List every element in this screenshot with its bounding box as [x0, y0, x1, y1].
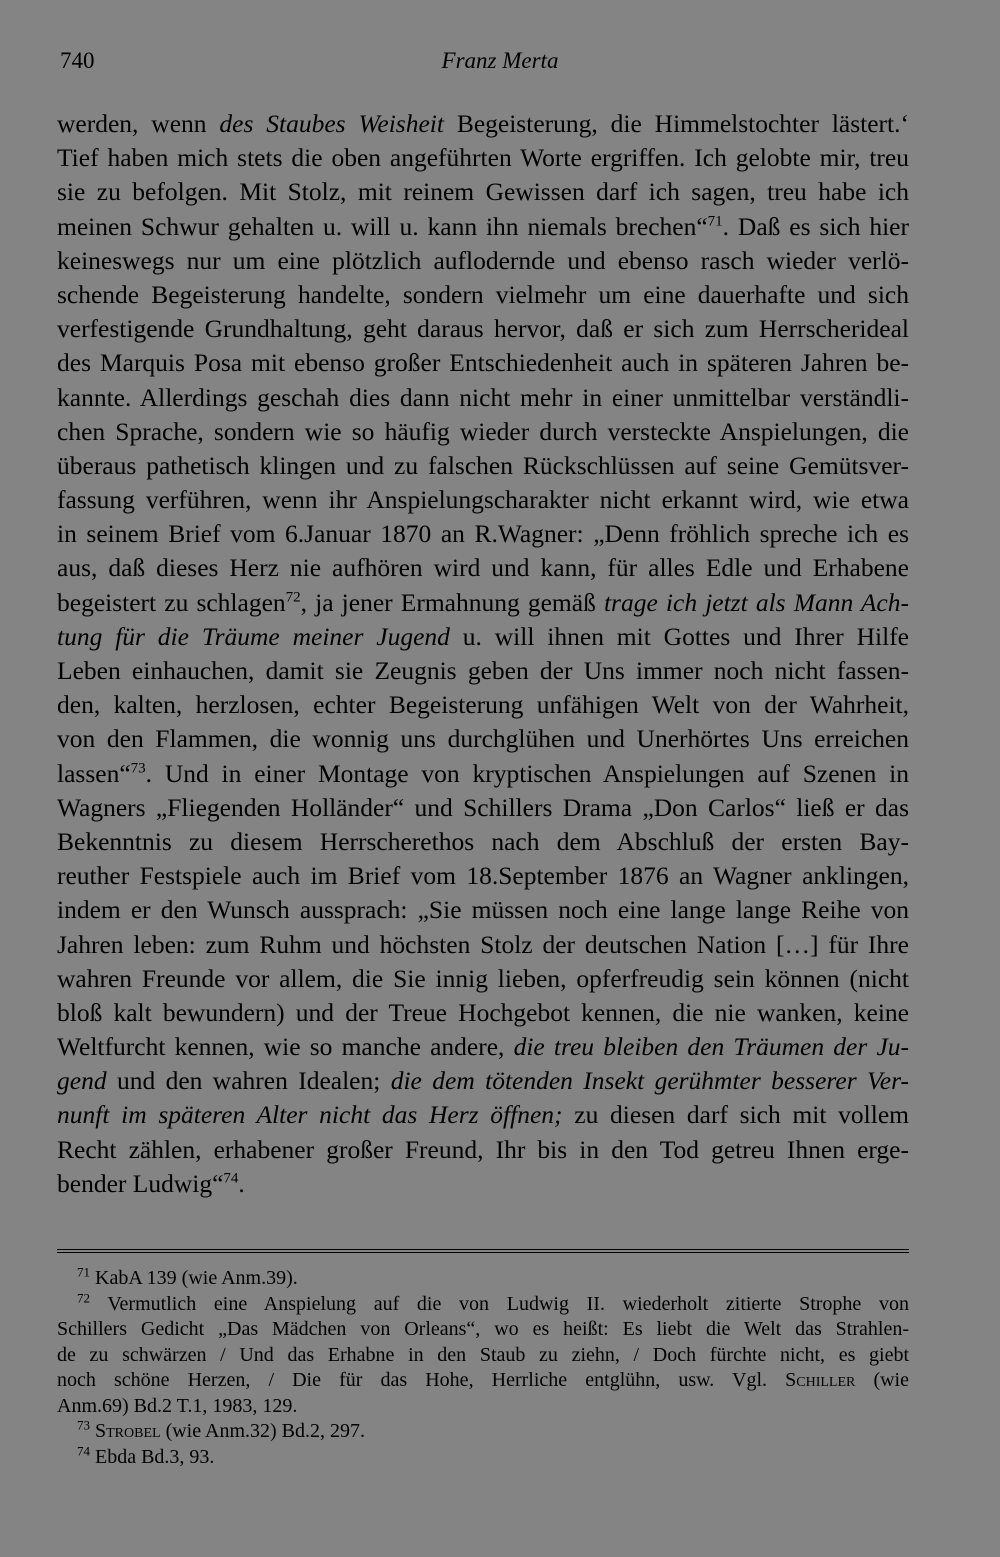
page-number: 740 [60, 48, 95, 73]
text-run: trage ich jetzt als Mann Ach- [603, 587, 909, 617]
text-run: u. will ihnen mit Gottes und Ihrer Hilfe [449, 621, 910, 651]
footnote-ref: 74 [223, 1170, 239, 1187]
text-run: kannte. Allerdings geschah dies dann nicht mehr in einer unmittelbar verständli- [57, 382, 909, 412]
text-run: . [238, 1168, 245, 1198]
body-line [57, 415, 909, 449]
body-line [57, 346, 909, 380]
body-line [57, 278, 909, 312]
text-run: Weltfurcht kennen, wie so manche andere, [57, 1032, 514, 1062]
body-line [57, 517, 909, 551]
text-run: Recht zählen, erhabener großer Freund, Ihr bis in den Tod getreu Ihnen erge- [57, 1134, 909, 1164]
body-line [57, 893, 909, 927]
body-line [57, 620, 909, 654]
text-run: meinen Schwur gehalten u. will u. kann ihn niemals brechen“ [57, 211, 708, 241]
text-run: (wie Anm.32) Bd.2, 297. [160, 1420, 366, 1442]
text-run: überaus pathetisch klingen und zu falschen Rückschlüssen auf seine Gemütsver- [57, 450, 909, 480]
text-run: bloß kalt bewundern) und der Treue Hochgebot kennen, die nie wanken, keine [57, 997, 909, 1027]
text-run: Leben einhauchen, damit sie Zeugnis geben der Uns immer noch nicht fassen- [57, 656, 909, 685]
body-line [57, 1133, 909, 1167]
body-line [57, 1030, 909, 1064]
text-run: begeistert zu schlagen [57, 587, 286, 617]
footnote-ref: 71 [77, 1264, 90, 1280]
text-run: nunft im späteren Alter nicht das Herz öffnen; [57, 1100, 563, 1130]
text-run: Ebda Bd.3, 93. [90, 1445, 215, 1468]
footnote-line [57, 1266, 909, 1292]
text-run: die treu bleiben den Träumen der Ju- [513, 1032, 909, 1062]
text-run: . Daß es sich hier [722, 211, 909, 241]
text-run: Strobel [95, 1420, 161, 1442]
footnote-separator [57, 1249, 909, 1250]
footnote-line [57, 1343, 909, 1369]
body-line [57, 825, 909, 859]
text-run: Bekenntnis zu diesem Herrscherethos nach dem Abschluß der ersten Bay- [57, 826, 909, 856]
text-run: gend [57, 1066, 107, 1096]
body-line [57, 1167, 909, 1201]
body-line [57, 757, 909, 791]
text-run: chen Sprache, sondern wie so häufig wieder durch versteckte Anspielungen, die [57, 416, 909, 446]
text-run: von den Flammen, die wonnig uns durchglühen und Unerhörtes Uns erreichen [57, 724, 909, 754]
text-run: die dem tötenden Insekt gerühmter besserer Ver- [390, 1066, 909, 1096]
text-run: des Marquis Posa mit ebenso großer Entschiedenheit auch in späteren Jahren be- [57, 348, 909, 378]
text-run: sie zu befolgen. Mit Stolz, mit reinem Gewissen darf ich sagen, treu habe ich [57, 177, 909, 207]
body-line [57, 791, 909, 825]
body-line [57, 928, 909, 962]
text-run: Anm.69) Bd.2 T.1, 1983, 129. [57, 1394, 298, 1417]
body-line [57, 141, 909, 175]
text-run: und den wahren Idealen; [106, 1066, 391, 1096]
text-run: (wie [855, 1369, 909, 1391]
text-run: bender Ludwig“ [57, 1168, 224, 1198]
text-run: , ja jener Ermahnung gemäß [300, 587, 604, 617]
body-line [57, 722, 909, 756]
text-run: Jahren leben: zum Ruhm und höchsten Stolz der deutschen Nation […] für Ihre [57, 929, 909, 959]
body-line [57, 449, 909, 483]
text-run: wahren Freunde vor allem, die Sie innig lieben, opferfreudig sein können (nicht [57, 963, 909, 993]
text-run: tung für die Träume meiner Jugend [57, 621, 450, 651]
footnotes [57, 1266, 909, 1470]
main-text [57, 107, 909, 1201]
text-run: noch schöne Herzen, / Die für das Hohe, Herrliche entglühn, usw. Vgl. [57, 1369, 786, 1391]
running-head-author: Franz Merta [441, 48, 559, 73]
footnote-ref: 71 [707, 213, 723, 230]
text-run: . Und in einer Montage von kryptischen Anspielungen auf Szenen in [145, 758, 909, 788]
body-line [57, 1064, 909, 1098]
text-run: Begeisterung, die Himmelstochter lästert.‘ [443, 109, 909, 138]
text-run: zu diesen darf sich mit vollem [562, 1100, 909, 1130]
footnote-line [57, 1419, 909, 1445]
footnote-line [57, 1368, 909, 1394]
footnote-ref: 72 [285, 589, 301, 606]
text-run: KabA 139 (wie Anm.39). [90, 1267, 298, 1289]
body-line [57, 996, 909, 1030]
text-run: Tief haben mich stets die oben angeführten Worte ergriffen. Ich gelobte mir, treu [57, 143, 909, 173]
body-line [57, 586, 909, 620]
body-line [57, 210, 909, 244]
text-run: indem er den Wunsch aussprach: „Sie müssen noch eine lange lange Reihe von [57, 895, 909, 925]
body-line [57, 175, 909, 209]
text-run: de zu schwärzen / Und das Erhabne in den Staub zu ziehn, / Doch fürchte nicht, es giebt [57, 1343, 909, 1366]
body-line [57, 654, 909, 688]
text-run: keineswegs nur um eine plötzlich auflodernde und ebenso rasch wieder verlö- [57, 245, 909, 275]
body-line [57, 1098, 909, 1132]
text-run: lassen“ [57, 758, 131, 788]
footnote-line [57, 1317, 909, 1343]
body-line [57, 859, 909, 893]
body-line [57, 244, 909, 278]
text-run: schende Begeisterung handelte, sondern vielmehr um eine dauerhafte und sich [57, 279, 909, 309]
footnote-line [57, 1289, 909, 1318]
body-line [57, 551, 909, 585]
footnote-ref: 72 [77, 1289, 90, 1305]
body-line [57, 312, 909, 346]
footnote-line [57, 1394, 909, 1420]
body-line [57, 688, 909, 722]
text-run: des Staubes Weisheit [219, 109, 444, 138]
body-line [57, 107, 909, 141]
text-run: Vermutlich eine Anspielung auf die von Ludwig II. wiederholt zitierte Strophe von [90, 1292, 909, 1315]
text-run: den, kalten, herzlosen, echter Begeisterung unfähigen Welt von der Wahrheit, [57, 690, 909, 720]
footnote-line [57, 1442, 909, 1471]
text-run: in seinem Brief vom 6.Januar 1870 an R.Wagner: „Denn fröhlich spreche ich es [57, 519, 909, 549]
text-run: Schillers Gedicht „Das Mädchen von Orleans“, wo es heißt: Es liebt die Welt das Strahlen- [57, 1318, 909, 1340]
text-run: Wagners „Fliegenden Holländer“ und Schillers Drama „Don Carlos“ ließ er das [57, 792, 909, 822]
text-run: Schiller [785, 1369, 856, 1391]
text-run: verfestigende Grundhaltung, geht daraus hervor, daß er sich zum Herrscherideal [57, 314, 909, 344]
footnote-ref: 73 [130, 760, 146, 777]
body-line [57, 483, 909, 517]
body-line [57, 381, 909, 415]
footnote-ref: 73 [77, 1417, 90, 1433]
text-run: werden, wenn [57, 109, 220, 138]
running-header [0, 48, 1000, 80]
text-run: aus, daß dieses Herz nie aufhören wird und kann, für alles Edle und Erhabene [57, 553, 909, 583]
body-line [57, 962, 909, 996]
text-run: reuther Festspiele auch im Brief vom 18.September 1876 an Wagner anklingen, [57, 861, 909, 891]
footnote-ref: 74 [77, 1442, 90, 1458]
text-run: fassung verführen, wenn ihr Anspielungscharakter nicht erkannt wird, wie etwa [57, 485, 909, 515]
